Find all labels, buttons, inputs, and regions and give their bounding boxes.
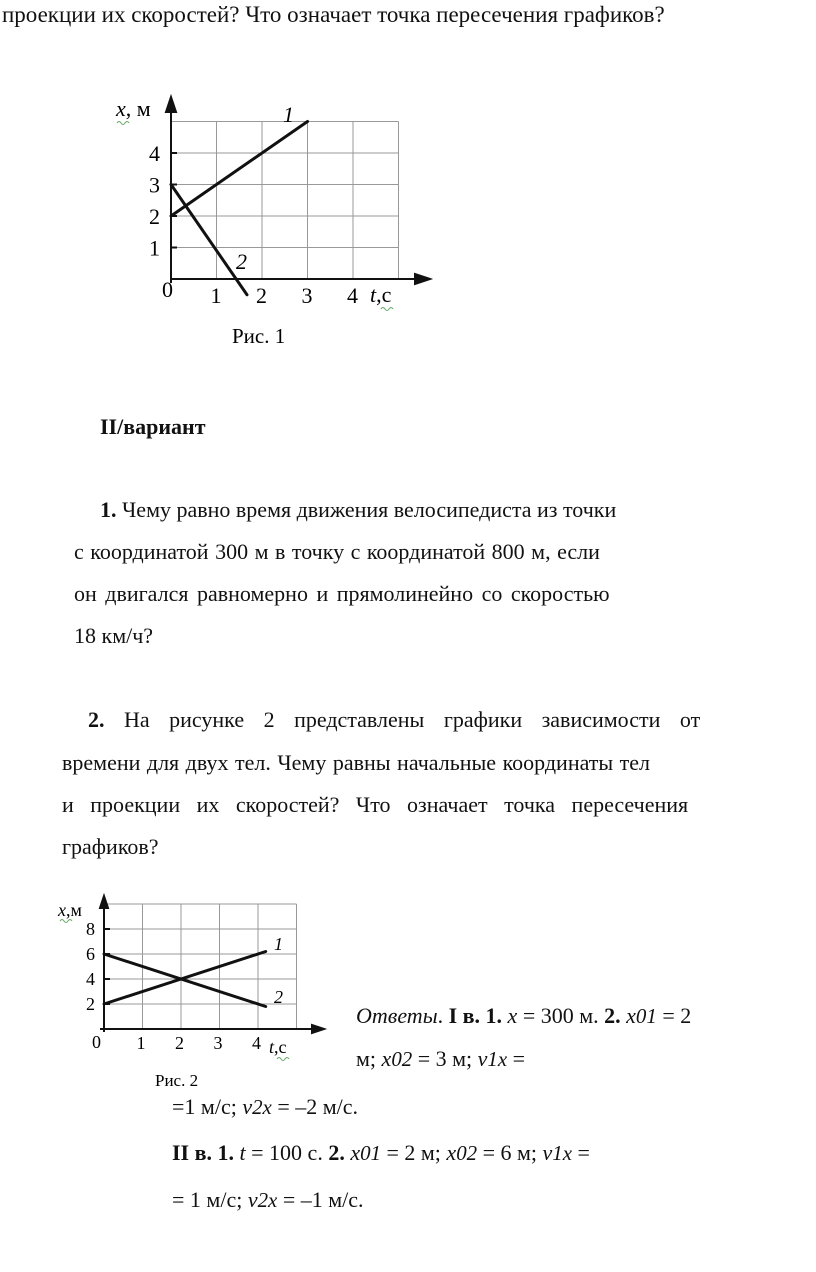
answers-v2-x02-var: x [446,1140,457,1165]
fig1-line-label-2: 2 [236,249,247,274]
fig2-origin: 0 [92,1032,101,1052]
answers-v1-x01-sub: 01 [635,1004,657,1028]
fig2-x-arrow [312,1025,324,1033]
task2-line-4: графиков? [62,834,159,859]
fig2-y-arrow [100,896,108,908]
fig2-y-tick-8: 8 [86,919,95,939]
answers-line-2 [356,1046,525,1072]
fig1-x-tick-1: 1 [210,283,222,308]
answers-v1-v1x-val: = [512,1046,526,1071]
answers-v2-task1-var: t [239,1140,246,1165]
fig1-x-tick-2: 2 [256,283,267,308]
fig1-y-axis-label: x, м [116,96,151,121]
fig1-y-label-underline [117,122,129,125]
fig2-line-label-2: 2 [274,987,283,1007]
answers-v2-v1x-var: v [542,1140,553,1165]
answers-v1-v2x-val: = –2 м/с. [277,1094,359,1119]
task2-line-2: времени для двух тел. Чему равны начальные координаты тел [62,750,651,775]
answers-heading-dot: . [437,1003,444,1028]
fig1-x-arrow [415,274,430,284]
task2-number: 2. [88,707,105,732]
fig2-grid [104,904,297,1029]
answers-line-1 [356,1003,691,1029]
answers-v1-v1x-var: v [477,1046,488,1071]
answers-heading: Ответы [356,1003,438,1028]
fig1-x-tick-4: 4 [347,283,358,308]
answers-v1-x02-var: x [381,1046,392,1071]
fig1-line-label-1: 1 [283,102,294,127]
fig2-line-label-1: 1 [274,934,283,954]
fig2-series-line-1 [104,952,266,1005]
task1-line-4: 18 км/ч? [74,623,154,648]
fig1-x-label-underline [381,308,393,311]
answers-v2-line2-prefix: = 1 м/с; [172,1187,243,1212]
task1-text-1: Чему равно время движения велосипедиста из точки [122,497,617,522]
answers-v1-line3-prefix: =1 м/с; [172,1094,237,1119]
fig1-grid [171,122,399,280]
top-line: проекции их скоростей? Что означает точка пересечения графиков? [2,2,665,27]
answers-line-5 [172,1187,364,1213]
fig1-y-tick-2: 2 [149,204,160,229]
answers-v2-x01-val: = 2 м; [386,1140,441,1165]
task1-number: 1. [100,497,117,522]
fig2-x-tick-3: 3 [213,1033,223,1053]
fig2-y-tick-2: 2 [86,994,95,1014]
fig2-x-tick-4: 4 [252,1033,261,1053]
variant-heading: II/вариант [100,414,206,439]
answers-v1-x02-val: = 3 м; [417,1046,473,1071]
answers-v2-x01-sub: 01 [360,1141,381,1165]
fig2-x-label-underline [277,1058,289,1061]
answers-v2-label: II в. [172,1140,213,1165]
fig2-ticks [86,919,261,1053]
answers-v2-v1x-sub: 1x [552,1141,573,1165]
fig1-ticks [149,141,358,308]
fig2-x-axis-label: t,с [269,1037,287,1057]
answers-v2-v2x-val: = –1 м/с. [282,1187,364,1212]
fig2-series-line-2 [104,954,266,1007]
fig1-x-axis-label: t,с [370,282,392,307]
answers-line-4 [172,1140,590,1166]
fig2-y-axis-label: x,м [58,900,82,920]
task1-line-1 [100,497,752,523]
answers-v2-task1-val: = 100 с. [251,1140,323,1165]
answers-v1-task2-num: 2. [604,1003,621,1028]
fig1-y-tick-3: 3 [149,172,160,198]
answers-v1-x02-sub: 02 [391,1047,413,1071]
answers-v1-x01-var: x [626,1003,636,1028]
fig1-x-tick-3: 3 [301,283,313,308]
fig2-y-tick-6: 6 [86,944,95,964]
answers-v1-task1-var: x [507,1003,518,1028]
answers-v2-x02-val: = 6 м; [482,1140,538,1165]
fig1-series-line-1 [171,122,308,217]
fig1-y-tick-4: 4 [149,141,160,166]
fig1-y-arrow [166,97,176,112]
fig2-caption: Рис. 2 [155,1071,199,1090]
fig1-caption: Рис. 1 [232,324,286,348]
answers-v1-task1-val: = 300 м. [522,1003,599,1028]
fig1-y-tick-1: 1 [149,235,160,261]
answers-v1-line2-prefix: м; [356,1046,377,1071]
task2-line-3: и проекции их скоростей? Что означает точка пересечения [62,792,689,817]
task2-line-1 [88,707,700,733]
answers-v2-x02-sub: 02 [456,1141,478,1165]
task2-text-1: На рисунке 2 представлены графики зависимости от [124,707,701,732]
answers-v2-x01-var: x [350,1140,361,1165]
answers-v2-task2-num: 2. [328,1140,345,1165]
answers-v1-v2x-var: v [242,1094,253,1119]
answers-v2-v1x-val: = [577,1140,590,1165]
answers-v2-task1-num: 1. [217,1140,235,1165]
task1-line-2: с координатой 300 м в точку с координатой 800 м, если [74,539,600,564]
answers-v1-label: I в. [448,1003,481,1028]
answers-v1-v2x-sub: 2x [252,1095,272,1119]
fig2-y-tick-4: 4 [86,969,95,989]
answers-v1-x01-val: = 2 [662,1003,692,1028]
task1-line-3: он двигался равномерно и прямолинейно со скоростью [74,581,610,606]
answers-v1-v1x-sub: 1x [487,1047,508,1071]
fig2-x-tick-1: 1 [136,1033,146,1053]
fig2-x-tick-2: 2 [175,1033,184,1053]
answers-v1-task1-num: 1. [485,1003,503,1028]
answers-v2-v2x-sub: 2x [257,1188,278,1212]
answers-line-3 [172,1094,358,1120]
answers-v2-v2x-var: v [247,1187,258,1212]
fig1-origin: 0 [162,277,173,302]
